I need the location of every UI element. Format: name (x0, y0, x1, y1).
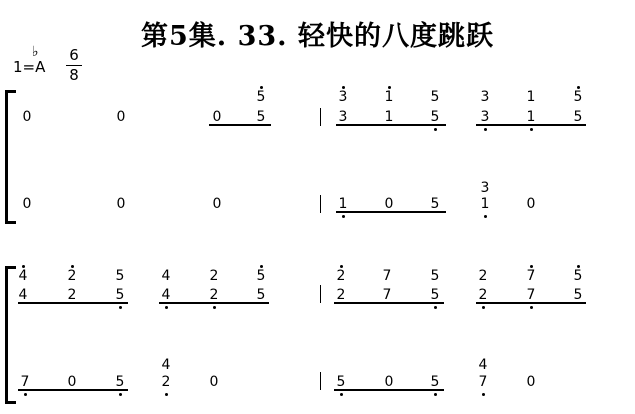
octave-dot-high (577, 265, 580, 268)
octave-dot-low (530, 306, 533, 309)
octave-dot-high (340, 265, 343, 268)
octave-dot-low (340, 393, 343, 396)
octave-dot-low (482, 306, 485, 309)
octave-dot-low (434, 128, 437, 131)
note-digit: 4 (161, 287, 171, 303)
note-digit: 2 (161, 374, 171, 390)
note-digit: 7 (526, 268, 536, 284)
note-digit: 5 (115, 374, 125, 390)
octave-dot-low (484, 128, 487, 131)
octave-dot-low (119, 306, 122, 309)
note-digit: 5 (115, 268, 125, 284)
note-digit: 2 (478, 268, 488, 284)
barline (320, 285, 321, 303)
octave-dot-high (22, 265, 25, 268)
note-digit: 1 (526, 109, 536, 125)
note-digit: 4 (161, 357, 171, 373)
note-digit: 5 (336, 374, 346, 390)
octave-dot-low (342, 215, 345, 218)
octave-dot-low (530, 128, 533, 131)
octave-dot-low (119, 393, 122, 396)
octave-dot-high (260, 265, 263, 268)
note-digit: 5 (256, 109, 266, 125)
note-digit: 0 (212, 196, 222, 212)
note-digit: 2 (336, 287, 346, 303)
octave-dot-low (482, 393, 485, 396)
note-digit: 2 (67, 268, 77, 284)
octave-dot-high (71, 265, 74, 268)
note-digit: 3 (480, 109, 490, 125)
note-digit: 5 (256, 287, 266, 303)
note-digit: 1 (384, 89, 394, 105)
note-digit: 0 (526, 374, 536, 390)
note-digit: 5 (430, 287, 440, 303)
note-digit: 1 (526, 89, 536, 105)
note-digit: 0 (116, 109, 126, 125)
note-digit: 5 (573, 89, 583, 105)
note-digit: 5 (430, 89, 440, 105)
note-digit: 0 (22, 109, 32, 125)
meter-top: 6 (69, 46, 79, 64)
note-digit: 5 (430, 109, 440, 125)
note-digit: 5 (430, 196, 440, 212)
octave-dot-low (165, 306, 168, 309)
note-digit: 3 (338, 109, 348, 125)
octave-dot-high (530, 265, 533, 268)
flat-sign: ♭ (32, 44, 39, 60)
note-digit: 0 (384, 374, 394, 390)
note-digit: 7 (382, 287, 392, 303)
note-digit: 7 (478, 374, 488, 390)
note-digit: 4 (478, 357, 488, 373)
note-digit: 0 (384, 196, 394, 212)
octave-dot-low (24, 393, 27, 396)
note-digit: 2 (336, 268, 346, 284)
note-digit: 2 (67, 287, 77, 303)
note-digit: 2 (478, 287, 488, 303)
note-digit: 5 (256, 268, 266, 284)
note-digit: 4 (18, 268, 28, 284)
note-digit: 3 (480, 180, 490, 196)
key-note: A (35, 58, 46, 76)
barline (320, 195, 321, 213)
note-digit: 0 (116, 196, 126, 212)
key-prefix: 1= (13, 58, 36, 76)
key-signature (13, 44, 46, 76)
note-digit: 5 (573, 268, 583, 284)
note-digit: 7 (20, 374, 30, 390)
system-1-brace (5, 90, 16, 224)
note-digit: 0 (67, 374, 77, 390)
octave-dot-low (165, 393, 168, 396)
octave-dot-high (342, 86, 345, 89)
note-digit: 5 (573, 109, 583, 125)
note-digit: 2 (209, 287, 219, 303)
octave-dot-low (434, 393, 437, 396)
barline (320, 372, 321, 390)
note-digit: 5 (256, 89, 266, 105)
note-digit: 0 (209, 374, 219, 390)
note-digit: 1 (384, 109, 394, 125)
note-digit: 5 (573, 287, 583, 303)
meter-bottom: 8 (69, 66, 79, 84)
note-digit: 1 (338, 196, 348, 212)
note-digit: 7 (526, 287, 536, 303)
note-digit: 5 (115, 287, 125, 303)
note-digit: 4 (18, 287, 28, 303)
octave-dot-high (577, 86, 580, 89)
note-digit: 5 (430, 374, 440, 390)
barline (320, 108, 321, 126)
note-digit: 2 (209, 268, 219, 284)
octave-dot-low (213, 306, 216, 309)
octave-dot-high (388, 86, 391, 89)
score-title: 第5集. 33. 轻快的八度跳跃 (141, 21, 494, 52)
note-digit: 3 (338, 89, 348, 105)
octave-dot-low (434, 306, 437, 309)
note-digit: 0 (22, 196, 32, 212)
octave-dot-high (260, 86, 263, 89)
note-digit: 3 (480, 89, 490, 105)
note-digit: 5 (430, 268, 440, 284)
note-digit: 4 (161, 268, 171, 284)
note-digit: 1 (480, 196, 490, 212)
note-digit: 0 (526, 196, 536, 212)
octave-dot-low (484, 215, 487, 218)
time-signature (66, 47, 82, 84)
note-digit: 0 (212, 109, 222, 125)
note-digit: 7 (382, 268, 392, 284)
